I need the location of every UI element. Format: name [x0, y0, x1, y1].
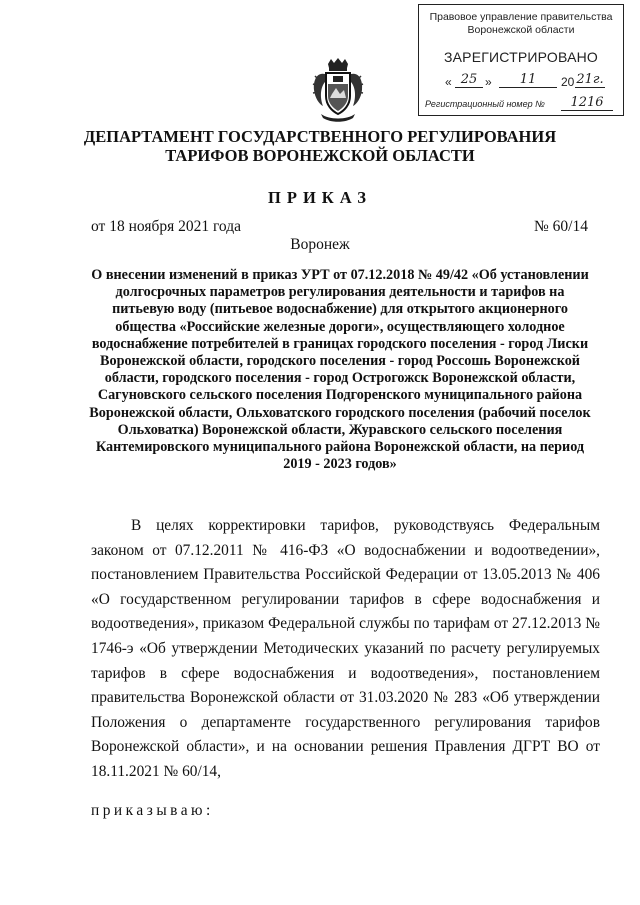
document-type: ПРИКАЗ	[268, 188, 372, 207]
stamp-day: 25	[455, 72, 483, 88]
stamp-year-suffix: 21г.	[576, 72, 604, 87]
stamp-number-label: Регистрационный номер №	[425, 99, 545, 109]
order-title: О внесении изменений в приказ УРТ от 07.12.2018 № 49/42 «Об установлении долгосрочных параметров регулирования деятельности и тарифов на питьевую воду (питьевое водоснабжение) для открытого акционерного общества «Российские железные дороги», осуществляющего холодное водоснабжение потребителей в границах городского поселения - город Лиски Воронежской области, городского поселения - город Россошь Воронежской области, городского поселения - город Острогожск Воронежской области, Сагуновского сельского поселения Подгоренского муниципального района Воронежской области, Ольховатского городского поселения (рабочий поселок Ольховатка) Воронежской области, Журавского сельского поселения Кантемировского муниципального района Воронежской области, на период 2019 - 2023 годов»	[89, 267, 591, 473]
issue-city: Воронеж	[290, 236, 350, 253]
stamp-registered-label: ЗАРЕГИСТРИРОВАНО	[443, 49, 599, 65]
department-name-line1: ДЕПАРТАМЕНТ ГОСУДАРСТВЕННОГО РЕГУЛИРОВАНИЯ	[83, 127, 557, 146]
order-number: № 60/14	[534, 218, 588, 235]
stamp-month: 11	[499, 72, 557, 88]
stamp-year-prefix: 20	[561, 75, 575, 89]
department-name	[0, 127, 640, 165]
preamble-paragraph: В целях корректировки тарифов, руководствуясь Федеральным законом от 07.12.2011 № 416-ФЗ «О водоснабжении и водоотведении», постановлением Правительства Российской Федерации от 13.05.2013 № 406 «О государственном регулировании тарифов в сфере водоснабжения и водоотведения», приказом Федеральной службы по тарифам от 27.12.2013 № 1746-э «Об утверждении Методических указаний по расчету регулируемых тарифов в сфере водоснабжения и водоотведения», постановлением правительства Воронежской области от 31.03.2020 № 283 «Об утверждении Положения о департаменте государственного регулирования тарифов Воронежской области», и на основании решения Правления ДГРТ ВО от 18.11.2021 № 60/14,	[91, 517, 600, 780]
department-name-line2: ТАРИФОВ ВОРОНЕЖСКОЙ ОБЛАСТИ	[165, 146, 475, 165]
order-date: от 18 ноября 2021 года	[91, 218, 242, 235]
stamp-authority-line2: Воронежской области	[467, 24, 575, 36]
preamble-text	[91, 514, 600, 785]
stamp-number: 1216	[561, 95, 613, 111]
registration-stamp	[418, 4, 624, 116]
stamp-quote-open: «	[445, 75, 452, 89]
voronezh-coat-of-arms-icon	[311, 58, 365, 124]
stamp-quote-close: »	[485, 75, 492, 89]
stamp-authority-line1: Правовое управление правительства	[429, 11, 613, 23]
order-word: приказываю:	[91, 802, 214, 819]
